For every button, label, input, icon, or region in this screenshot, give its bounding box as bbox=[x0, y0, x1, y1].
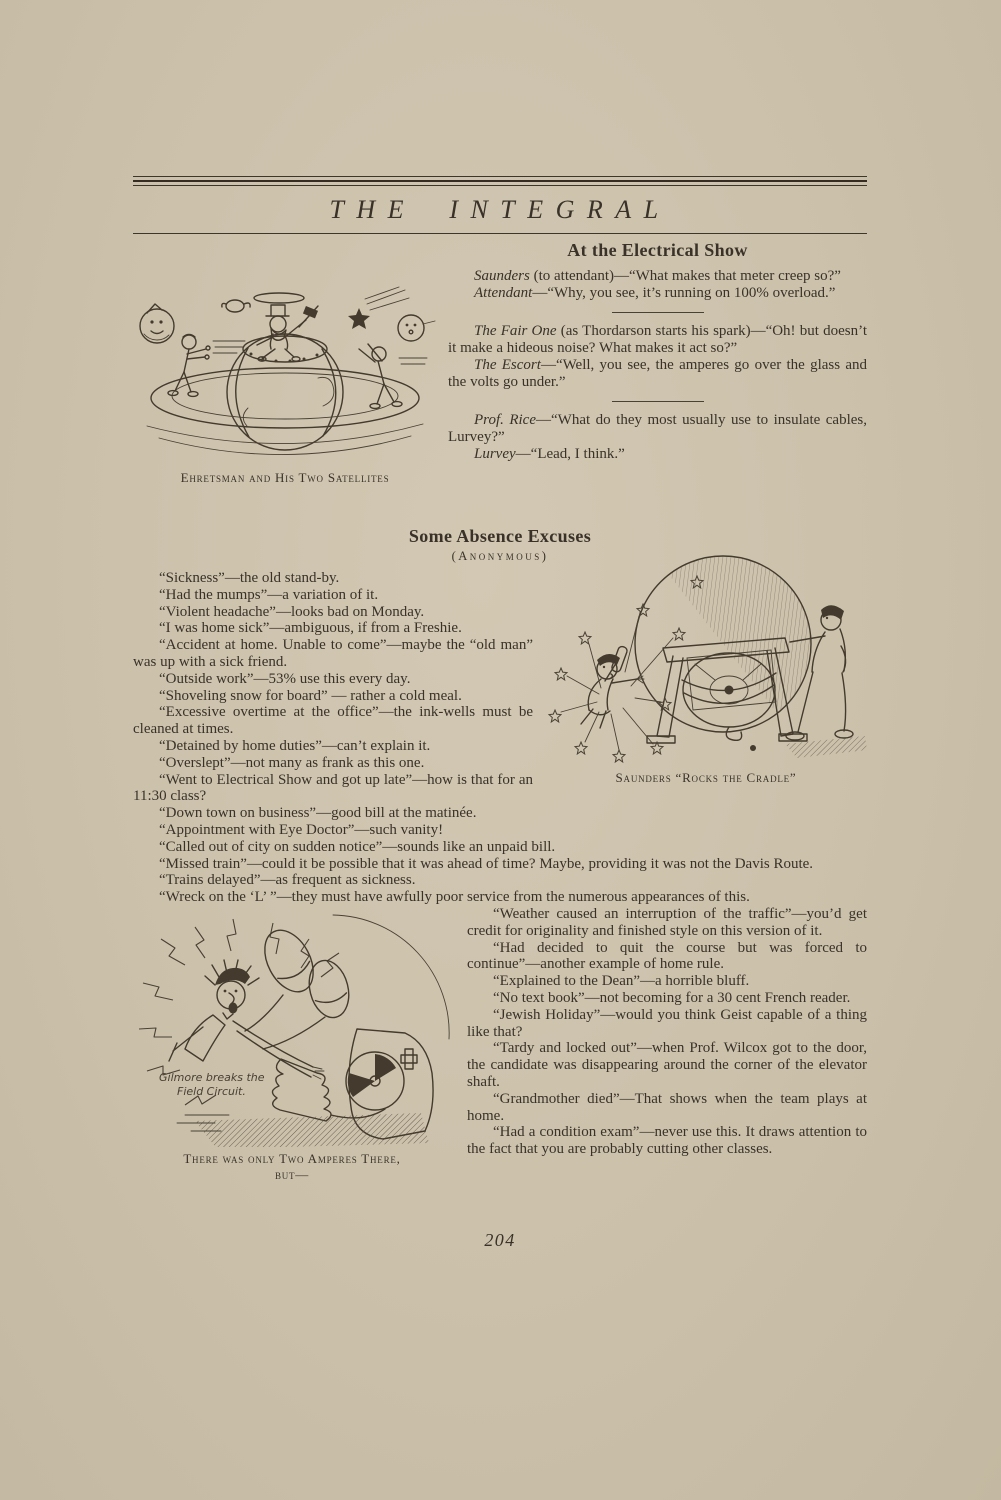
excuse-item: “Violent headache”—looks bad on Monday. bbox=[159, 603, 425, 620]
excuse-item: “Accident at home. Unable to come”—maybe the “old man” was up with a sick friend. bbox=[133, 637, 533, 670]
excuse-item: “Had the mumps”—a variation of it. bbox=[159, 586, 379, 603]
section-heading: Some Absence Excuses bbox=[408, 526, 592, 546]
section-divider-rule bbox=[612, 401, 704, 402]
excuse-item: “No text book”—not becoming for a 30 cent French reader. bbox=[493, 989, 851, 1006]
masthead-rule-under bbox=[133, 233, 867, 234]
cradle-machine-cartoon-illustration bbox=[545, 552, 867, 770]
speaker-name: The Escort bbox=[474, 357, 541, 373]
figure-caption: Saunders “Rocks the Cradle” bbox=[615, 770, 797, 785]
excuse-item: “Missed train”—could it be possible that it was ahead of time? Maybe, providing it was not the Davis Route. bbox=[159, 855, 814, 872]
excuse-item: “Shoveling snow for board” — rather a cold meal. bbox=[159, 687, 462, 704]
page-number: 204 bbox=[484, 1230, 516, 1250]
excuse-item: “Had a condition exam”—never use this. It draws attention to the fact that you are probably cutting other classes. bbox=[467, 1124, 867, 1158]
excuse-item: “Sickness”—the old stand-by. bbox=[159, 570, 340, 586]
handwritten-label-line2: Field Circuit. bbox=[177, 1084, 246, 1098]
dialogue-paragraph bbox=[448, 268, 867, 285]
dialogue-paragraph bbox=[448, 323, 867, 357]
excuse-item: “Appointment with Eye Doctor”—such vanity! bbox=[159, 821, 444, 838]
page-title: THE INTEGRAL bbox=[329, 195, 671, 224]
speaker-name: Saunders bbox=[474, 268, 530, 284]
excuse-item: “Down town on business”—good bill at the matinée. bbox=[159, 805, 477, 822]
excuse-item: “Explained to the Dean”—a horrible bluff. bbox=[493, 973, 750, 990]
masthead-rule-thick bbox=[133, 180, 867, 182]
figure-caption: Ehretsman and His Two Satellites bbox=[180, 470, 390, 485]
figure-caption bbox=[133, 1151, 451, 1183]
excuse-item: “Wreck on the ‘L’ ”—they must have awfully poor service from the numerous appearances of this. bbox=[159, 889, 750, 906]
excuse-item: “Detained by home duties”—can’t explain it. bbox=[159, 737, 431, 754]
excuse-item: “Had decided to quit the course but was forced to continue”—another example of home rule. bbox=[467, 939, 867, 973]
speaker-name: The Fair One bbox=[474, 323, 557, 339]
absence-excuses-section bbox=[133, 526, 867, 1185]
dialogue-text: —“Well, you see, the amperes go over the glass and the volts go under.” bbox=[448, 357, 867, 390]
figure-gilmore-field-circuit bbox=[133, 909, 451, 1183]
excuse-item: “Jewish Holiday”—would you think Geist capable of a thing like that? bbox=[467, 1006, 867, 1040]
section-heading: At the Electrical Show bbox=[567, 240, 748, 260]
masthead-rule-thin bbox=[133, 185, 867, 186]
speaker-name: Attendant bbox=[474, 285, 533, 301]
excuse-item: “Weather caused an interruption of the traffic”—you’d get credit for originality and finished style on this version of it. bbox=[467, 905, 867, 939]
saturn-planet-cartoon-illustration bbox=[127, 286, 443, 464]
section-divider-rule bbox=[612, 312, 704, 313]
dialogue-paragraph bbox=[448, 285, 867, 302]
excuse-item: “Trains delayed”—as frequent as sickness. bbox=[159, 872, 416, 889]
dialogue-text: (as Thordarson starts his spark)—“Oh! but doesn’t it make a hideous noise? What makes it act so?” bbox=[448, 323, 867, 356]
masthead bbox=[133, 176, 867, 234]
dialogue-paragraph bbox=[448, 446, 867, 463]
excuse-item: “Tardy and locked out”—when Prof. Wilcox got to the door, the candidate was disappearing around the corner of the elevator shaft. bbox=[467, 1040, 867, 1090]
dialogue-paragraph bbox=[448, 357, 867, 391]
dialogue-paragraph bbox=[448, 412, 867, 446]
dialogue-text: —“Why, you see, it’s running on 100% overload.” bbox=[532, 285, 836, 301]
excuse-item: “Called out of city on sudden notice”—sounds like an unpaid bill. bbox=[159, 838, 556, 855]
electric-shock-cartoon-illustration bbox=[133, 909, 451, 1147]
excuse-item: “Excessive overtime at the office”—the ink-wells must be cleaned at times. bbox=[133, 704, 533, 738]
section-subheading: (Anonymous) bbox=[451, 549, 549, 563]
excuses-body bbox=[133, 570, 867, 1182]
excuse-item: “Outside work”—53% use this every day. bbox=[159, 670, 411, 687]
handwritten-label-line1: Gilmore breaks the bbox=[159, 1070, 265, 1084]
dialogue-text: —“What do they most usually use to insulate cables, Lurvey?” bbox=[448, 412, 868, 445]
electrical-show-section bbox=[448, 240, 867, 463]
excuse-item: “Went to Electrical Show and got up late”—how is that for an 11:30 class? bbox=[133, 771, 533, 805]
dialogue-text: —“Lead, I think.” bbox=[515, 446, 625, 462]
excuse-item: “Overslept”—not many as frank as this one. bbox=[159, 754, 425, 771]
excuse-item: “I was home sick”—ambiguous, if from a Freshie. bbox=[159, 620, 462, 637]
speaker-name: Prof. Rice bbox=[474, 412, 537, 428]
figure-saunders-cradle bbox=[545, 552, 867, 786]
figure-caption-line1: There was only Two Amperes There, bbox=[183, 1150, 401, 1166]
dialogue-text: (to attendant)—“What makes that meter creep so?” bbox=[529, 268, 841, 284]
speaker-name: Lurvey bbox=[474, 446, 516, 462]
masthead-rule-top bbox=[133, 176, 867, 177]
excuse-item: “Grandmother died”—That shows when the team plays at home. bbox=[467, 1090, 867, 1124]
figure-caption-line2: but— bbox=[274, 1166, 310, 1182]
figure-ehretsman-satellites bbox=[127, 286, 443, 486]
